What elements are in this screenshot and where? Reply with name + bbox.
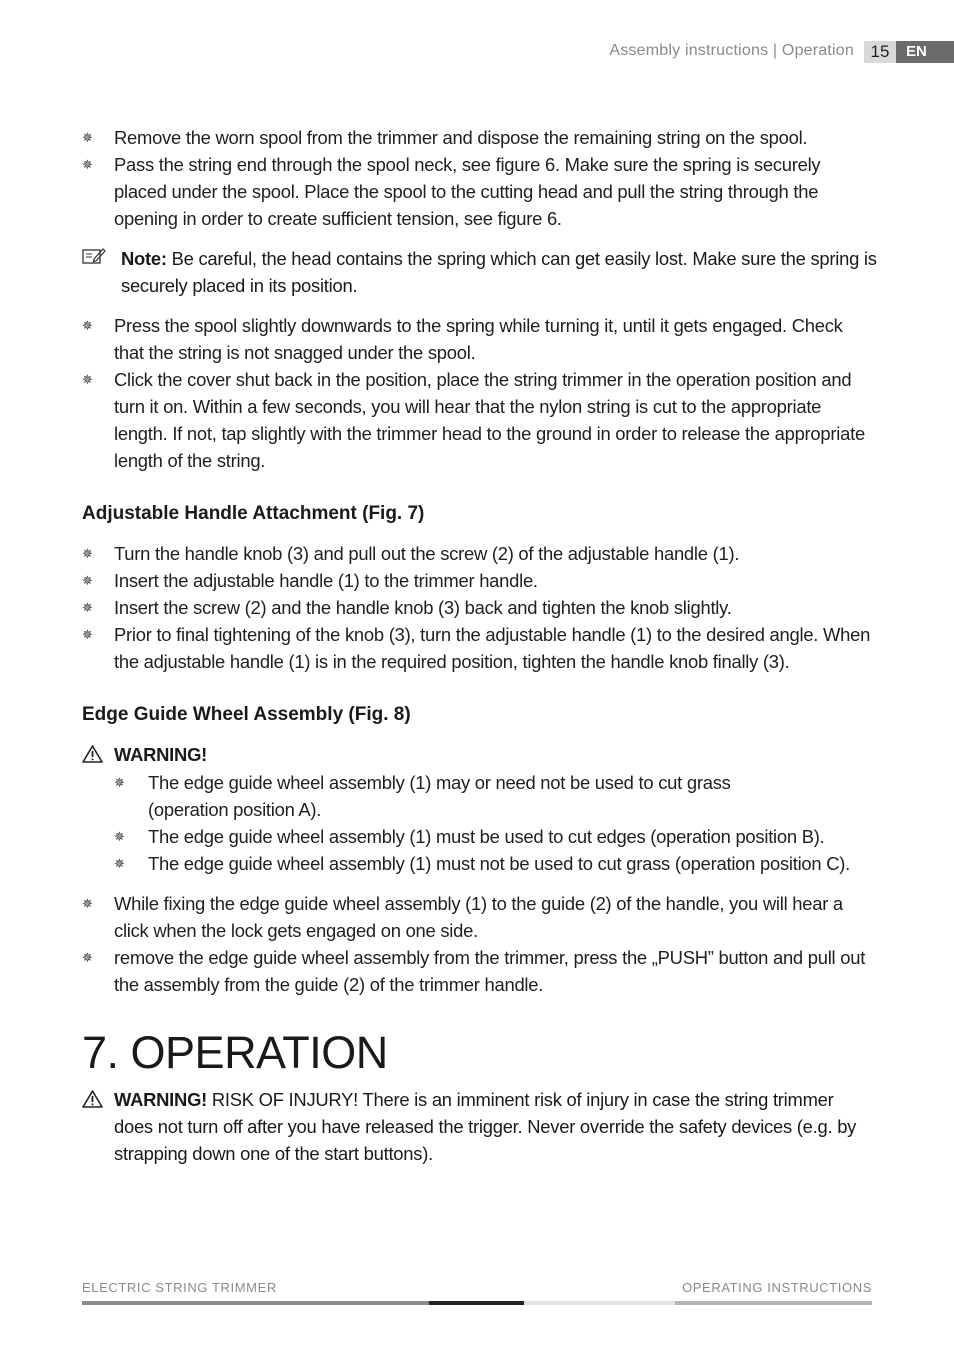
list-item: ✵ Click the cover shut back in the position, place the string trimmer in the operation position and turn it on. Within a few seconds, you will hear that the nylon string is cut to the appropriate length. If not, tap slightly with the trimmer head to the ground in order to release the appropriate length of the string. [82,366,877,474]
section-heading-handle: Adjustable Handle Attachment (Fig. 7) [82,503,425,524]
page-number: 15 [864,41,896,63]
footer-document-type: OPERATING INSTRUCTIONS [682,1280,872,1295]
warning-triangle-icon [82,745,103,763]
gear-bullet-icon: ✵ [114,829,125,844]
warning-label: WARNING! [114,744,208,765]
gear-bullet-icon: ✵ [82,950,93,965]
gear-bullet-icon: ✵ [82,157,93,172]
gear-bullet-icon: ✵ [114,775,125,790]
gear-bullet-icon: ✵ [82,318,93,333]
gear-bullet-icon: ✵ [82,600,93,615]
warning-items-list [114,769,877,877]
section-heading-edge-guide: Edge Guide Wheel Assembly (Fig. 8) [82,704,411,725]
list-item: ✵ Insert the screw (2) and the handle knob (3) back and tighten the knob slightly. [82,594,877,621]
spool-steps-list-2 [82,312,877,474]
edge-warning-block [82,741,877,877]
gear-bullet-icon: ✵ [82,546,93,561]
list-item: ✵ Insert the adjustable handle (1) to the trimmer handle. [82,567,877,594]
footer-bar-segment-4 [675,1301,872,1305]
footer-product-name: ELECTRIC STRING TRIMMER [82,1280,277,1295]
note-text: Be careful, the head contains the spring which can get easily lost. Make sure the spring is securely placed in its position. [121,248,877,296]
warning-text: RISK OF INJURY! There is an imminent risk of injury in case the string trimmer does not turn off after you have released the trigger. Never override the safety devices (e.g. by strapping down one of the start buttons). [114,1089,857,1164]
warning-triangle-icon [82,1090,103,1108]
list-item: ✵ Turn the handle knob (3) and pull out the screw (2) of the adjustable handle (1). [82,540,877,567]
gear-bullet-icon: ✵ [82,896,93,911]
gear-bullet-icon: ✵ [114,856,125,871]
handle-steps-list [82,540,877,675]
gear-bullet-icon: ✵ [82,627,93,642]
list-item: ✵ Prior to final tightening of the knob (3), turn the adjustable handle (1) to the desired angle. When the adjustable handle (1) is in the required position, tighten the handle knob finally (3). [82,621,877,675]
warning-label: WARNING! [114,1089,208,1110]
page-content [82,124,877,1167]
footer-bar-segment-2 [429,1301,524,1305]
list-item: ✵ While fixing the edge guide wheel assembly (1) to the guide (2) of the handle, you will hear a click when the lock gets engaged on one side. [82,890,877,944]
note-label: Note: [121,248,167,269]
operation-warning-block [82,1086,877,1167]
footer-bar-segment-3 [524,1301,675,1305]
running-header: Assembly instructions | Operation [609,42,854,59]
edge-steps-list [82,890,877,998]
note-block [82,245,877,299]
list-item: ✵ remove the edge guide wheel assembly from the trimmer, press the „PUSH” button and pull out the assembly from the guide (2) of the trimmer handle. [82,944,877,998]
language-tab: EN [896,41,954,63]
list-item: ✵ Pass the string end through the spool neck, see figure 6. Make sure the spring is securely placed under the spool. Place the spool to the cutting head and pull the string through the opening in order to create sufficient tension, see figure 6. [82,151,877,232]
list-item: ✵ The edge guide wheel assembly (1) may or need not be used to cut grass (operation position A). [114,769,877,823]
spool-steps-list [82,124,877,232]
list-item: ✵ Remove the worn spool from the trimmer and dispose the remaining string on the spool. [82,124,877,151]
list-item: ✵ The edge guide wheel assembly (1) must not be used to cut grass (operation position C). [114,850,877,877]
gear-bullet-icon: ✵ [82,130,93,145]
note-pencil-icon [82,247,106,265]
list-item: ✵ Press the spool slightly downwards to the spring while turning it, until it gets engaged. Check that the string is not snagged under the spool. [82,312,877,366]
footer-bar-segment-1 [82,1301,429,1305]
chapter-title: 7. OPERATION [82,1027,388,1078]
list-item: ✵ The edge guide wheel assembly (1) must be used to cut edges (operation position B). [114,823,877,850]
gear-bullet-icon: ✵ [82,573,93,588]
gear-bullet-icon: ✵ [82,372,93,387]
